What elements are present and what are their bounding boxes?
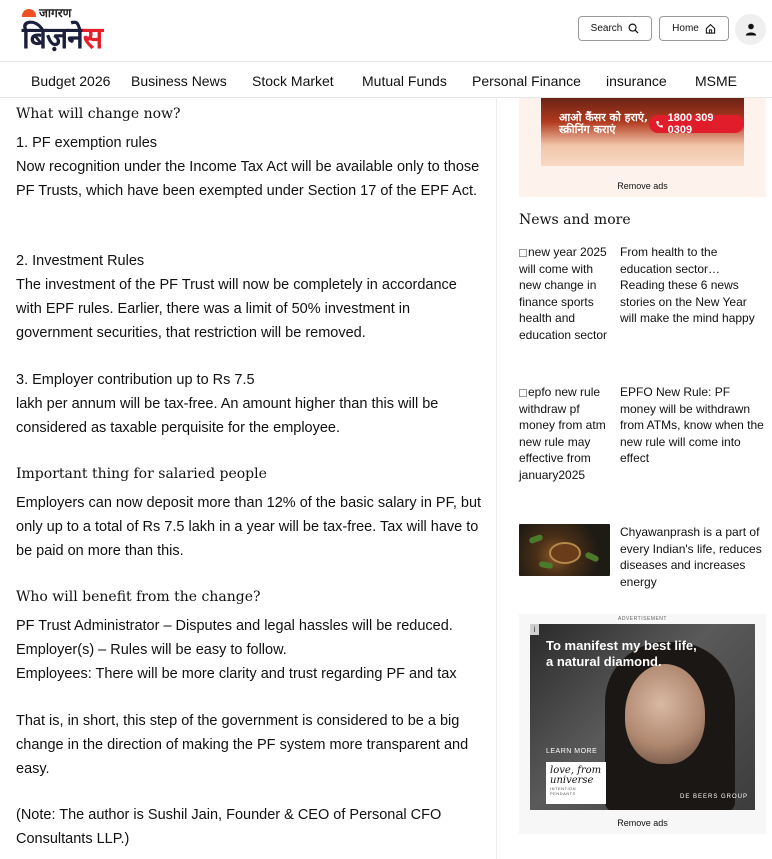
paragraph-summary: That is, in short, this step of the government is considered to be a big change in the direction of making the PF system more transparent and easy. <box>16 713 469 777</box>
site-header <box>0 0 772 62</box>
benefit-item-employer: Employer(s) – Rules will be easy to follow. <box>16 642 287 658</box>
remove-ads-link-top[interactable]: Remove ads <box>617 181 668 191</box>
ad-top-line1: आओ कैंसर को हराएं, <box>559 111 649 124</box>
heading-what-will-change: What will change now? <box>16 106 181 122</box>
home-button[interactable] <box>659 16 729 41</box>
news-and-more-heading: News and more <box>519 212 631 228</box>
news-thumb-alt-text: epfo new rule withdraw pf money from atm new rule may effective from january2025 <box>519 385 606 482</box>
nav-item-personal-finance[interactable]: Personal Finance <box>472 73 581 89</box>
section-1-title: 1. PF exemption rules <box>16 135 158 151</box>
news-title[interactable]: Chyawanprash is a part of every Indian's life, reduces diseases and increases energy <box>620 525 762 589</box>
nav-item-mutual-funds[interactable]: Mutual Funds <box>362 73 447 89</box>
user-icon <box>745 23 757 36</box>
broken-image-icon <box>519 249 527 257</box>
news-title[interactable]: From health to the education sector… Reading these 6 news stories on the New Year will make the mind happy <box>620 245 755 325</box>
section-3-body: lakh per annum will be tax-free. An amount higher than this will be considered as taxable perquisite for the employee. <box>16 396 439 436</box>
leaf-shape <box>539 561 554 569</box>
news-thumb-broken-image[interactable] <box>519 384 612 483</box>
home-button-label: Home <box>672 23 699 34</box>
paragraph-salaried: Employers can now deposit more than 12% of the basic salary in PF, but only up to a total of Rs 7.5 lakh in a year will be tax-free. Tax will have to be paid on more than this. <box>16 495 482 559</box>
logo-main-text <box>22 16 102 57</box>
ad-product-box-title: love, from universe <box>550 765 602 786</box>
ad-product-box <box>546 762 606 804</box>
section-2-body: The investment of the PF Trust will now be completely in accordance with EPF rules. Earlier, there was a limit of 50% investment in government securities, that restriction will be removed. <box>16 277 457 341</box>
news-item[interactable] <box>519 244 766 364</box>
search-icon <box>628 23 639 34</box>
benefit-item-administrator: PF Trust Administrator – Disputes and legal hassles will be reduced. <box>16 618 453 634</box>
user-account-button[interactable] <box>735 14 766 45</box>
diamond-ad-image[interactable] <box>530 624 755 810</box>
news-item[interactable] <box>519 384 766 504</box>
search-button-label: Search <box>590 23 623 34</box>
benefit-item-employees: Employees: There will be more clarity and trust regarding PF and tax <box>16 666 457 682</box>
chyawanprash-thumbnail[interactable] <box>519 524 610 576</box>
logo-main-part-b: स <box>82 21 103 56</box>
section-1-body: Now recognition under the Income Tax Act will be available only to those PF Trusts, which have been exempted under Section 17 of the EPF Act. <box>16 159 480 199</box>
search-button[interactable] <box>578 16 652 41</box>
news-thumb-alt-text: new year 2025 will come with new change in finance sports health and education sector <box>519 245 608 342</box>
heading-salaried: Important thing for salaried people <box>16 466 267 482</box>
section-2-title: 2. Investment Rules <box>16 253 145 269</box>
news-item[interactable] <box>519 524 766 594</box>
sidebar-ad-top[interactable] <box>519 98 766 197</box>
cancer-screening-ad-image[interactable] <box>541 98 744 166</box>
section-3-title: 3. Employer contribution up to Rs 7.5 <box>16 372 255 388</box>
author-note: (Note: The author is Sushil Jain, Founder & CEO of Personal CFO Consultants LLP.) <box>16 807 442 847</box>
nav-item-budget[interactable]: Budget 2026 <box>31 73 111 89</box>
nav-item-msme[interactable]: MSME <box>695 73 737 89</box>
main-nav <box>0 63 772 98</box>
logo-main-part-a: बिज़ने <box>22 21 83 56</box>
model-face-shape <box>625 664 705 764</box>
news-thumb-broken-image[interactable] <box>519 244 612 343</box>
ad-top-phone-number: 1800 309 0309 <box>667 112 714 136</box>
leaf-shape <box>584 551 599 562</box>
ad-learn-more-link[interactable]: LEARN MORE <box>546 748 598 755</box>
ad-product-box-subtitle: INTENTION PENDANTS <box>550 786 577 796</box>
advertisement-label: ADVERTISEMENT <box>618 616 667 622</box>
bowl-shape <box>549 542 581 564</box>
leaf-shape <box>528 534 543 544</box>
nav-item-business-news[interactable]: Business News <box>131 73 227 89</box>
nav-item-insurance[interactable]: insurance <box>606 73 667 89</box>
logo-top-text: जागरण <box>39 6 72 20</box>
news-title[interactable]: EPFO New Rule: PF money will be withdrawn from ATMs, know when the new rule will come into effect <box>620 385 764 465</box>
heading-who-benefits: Who will benefit from the change? <box>16 589 261 605</box>
site-logo[interactable] <box>22 4 122 56</box>
sidebar-ad-bottom[interactable] <box>519 614 766 834</box>
ad-brand-name: DE BEERS GROUP <box>680 794 749 800</box>
ad-top-phone-badge <box>649 112 744 136</box>
ad-top-line2: स्क्रीनिंग कराएं <box>559 123 616 136</box>
ad-bottom-title: To manifest my best life, a natural diamond. <box>546 638 697 669</box>
column-divider <box>496 98 497 859</box>
remove-ads-link-bottom[interactable]: Remove ads <box>617 818 668 828</box>
home-icon <box>705 23 716 34</box>
broken-image-icon <box>519 389 527 397</box>
nav-item-stock-market[interactable]: Stock Market <box>252 73 334 89</box>
ad-info-badge[interactable]: i <box>530 624 539 635</box>
phone-icon <box>655 120 664 129</box>
